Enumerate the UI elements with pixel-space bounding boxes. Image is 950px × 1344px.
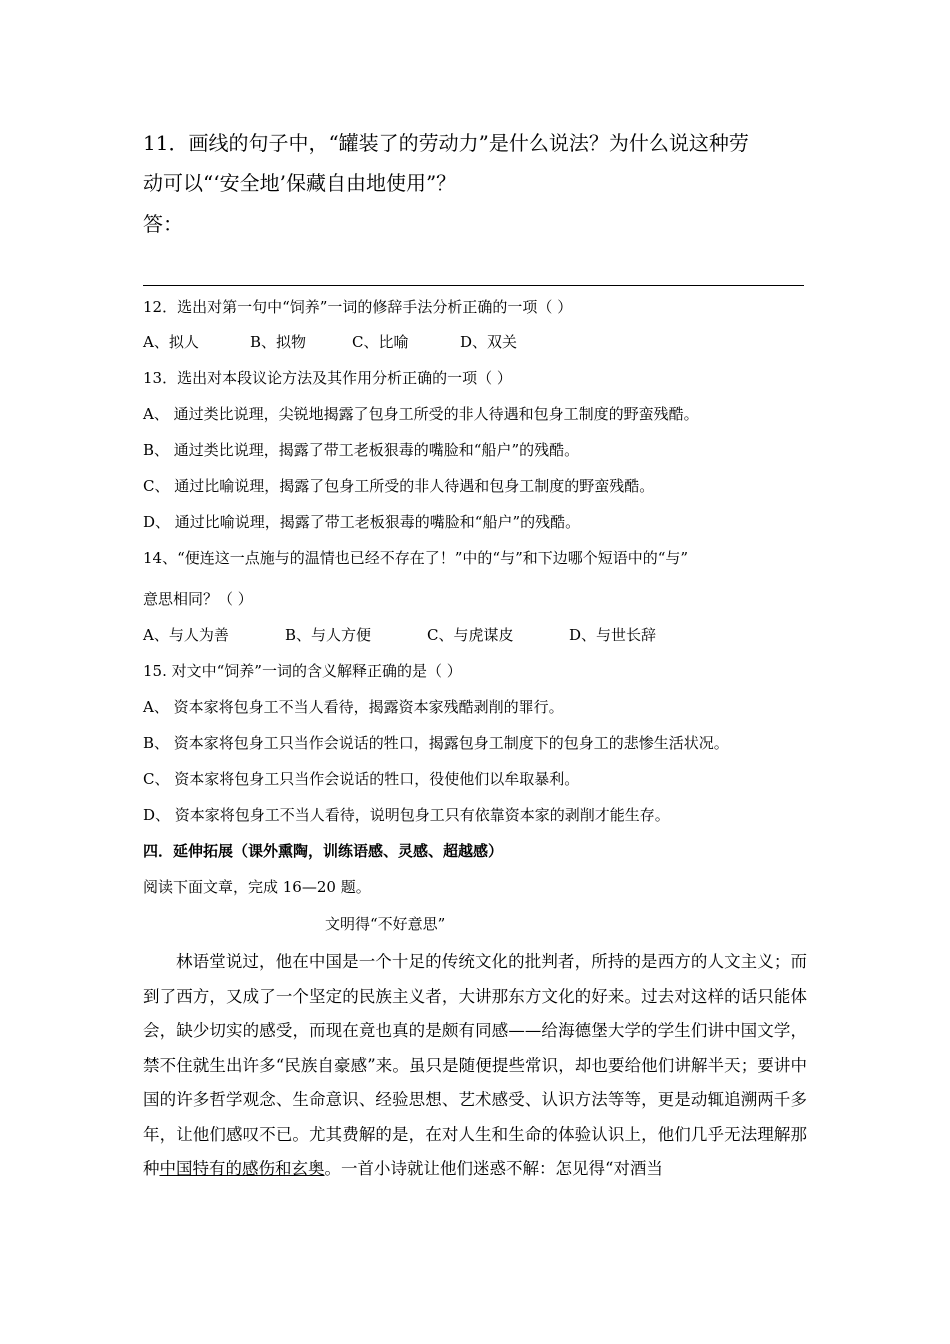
article-title: 文明得“不好意思” xyxy=(325,915,446,933)
question-14-stem-line-2: 意思相同？（ ） xyxy=(143,590,253,608)
question-12-option-c: C、比喻 xyxy=(352,333,409,351)
underlined-phrase: 中国特有的感伤和玄奥 xyxy=(159,1159,325,1178)
question-15-option-b: B、 资本家将包身工只当作会说话的牲口，揭露包身工制度下的包身工的悲惨生活状况。 xyxy=(143,734,729,752)
answer-label: 答： xyxy=(143,212,183,236)
article-text-before: 林语堂说过，他在中国是一个十足的传统文化的批判者，所持的是西方的人文主义；而到了西方，又成了一个坚定的民族主义者，大讲那东方文化的好来。过去对这样的话只能体会，缺少切实的感受，而现在竟也真的是颇有同感——给海德堡大学的学生们讲中国文学，禁不住就生出许多“民族自豪感”来。虽只是随便提些常识，却也要给他们讲解半天；要讲中国的许多哲学观念、生命意识、经验思想、艺术感受、认识方法等等，更是动辄追溯两千多年，让他们感叹不已。尤其费解的是，在对人生和生命的体验认识上，他们几乎无法理解那种 xyxy=(143,952,807,1178)
question-12-options xyxy=(143,331,517,352)
question-13-option-d: D、 通过比喻说理，揭露了带工老板狠毒的嘴脸和“船户”的残酷。 xyxy=(143,513,581,531)
article-paragraph xyxy=(143,945,807,1187)
question-14-option-c: C、与虎谋皮 xyxy=(427,626,514,644)
article-text-after: 。一首小诗就让他们迷惑不解：怎见得“对酒当 xyxy=(324,1159,663,1178)
question-15-option-c: C、 资本家将包身工只当作会说话的牲口，役使他们以牟取暴利。 xyxy=(143,770,580,788)
question-12-stem: 12．选出对第一句中“饲养”一词的修辞手法分析正确的一项（ ） xyxy=(143,298,573,316)
question-15-option-a: A、 资本家将包身工不当人看待，揭露资本家残酷剥削的罪行。 xyxy=(143,698,564,716)
question-14-option-a: A、与人为善 xyxy=(143,626,229,644)
question-13-option-a: A、 通过类比说理，尖锐地揭露了包身工所受的非人待遇和包身工制度的野蛮残酷。 xyxy=(143,405,699,423)
question-13-stem: 13．选出对本段议论方法及其作用分析正确的一项（ ） xyxy=(143,369,512,387)
question-14-options xyxy=(143,624,656,645)
question-12-option-b: B、拟物 xyxy=(250,333,307,351)
question-14-stem-line-1: 14、“便连这一点施与的温情也已经不存在了！”中的“与”和下边哪个短语中的“与” xyxy=(143,549,689,567)
question-11-line-2: 动可以“‘安全地’保藏自由地使用”？ xyxy=(143,171,457,195)
question-14-option-d: D、与世长辞 xyxy=(569,626,657,644)
question-12-option-d: D、双关 xyxy=(460,333,518,351)
question-15-stem: 15. 对文中“饲养”一词的含义解释正确的是（ ） xyxy=(143,662,462,680)
question-14-option-b: B、与人方便 xyxy=(285,626,372,644)
question-15-option-d: D、 资本家将包身工不当人看待，说明包身工只有依靠资本家的剥削才能生存。 xyxy=(143,806,670,824)
section-4-heading: 四．延伸拓展（课外熏陶，训练语感、灵感、超越感） xyxy=(143,842,504,860)
question-13-option-c: C、 通过比喻说理，揭露了包身工所受的非人待遇和包身工制度的野蛮残酷。 xyxy=(143,477,655,495)
answer-line xyxy=(143,285,804,286)
question-11 xyxy=(143,123,813,203)
reading-instruction: 阅读下面文章，完成 16—20 题。 xyxy=(143,878,371,896)
question-11-line-1: 11．画线的句子中，“罐装了的劳动力”是什么说法？为什么说这种劳 xyxy=(143,131,749,155)
question-12-option-a: A、拟人 xyxy=(143,333,199,351)
question-13-option-b: B、 通过类比说理，揭露了带工老板狠毒的嘴脸和“船户”的残酷。 xyxy=(143,441,580,459)
